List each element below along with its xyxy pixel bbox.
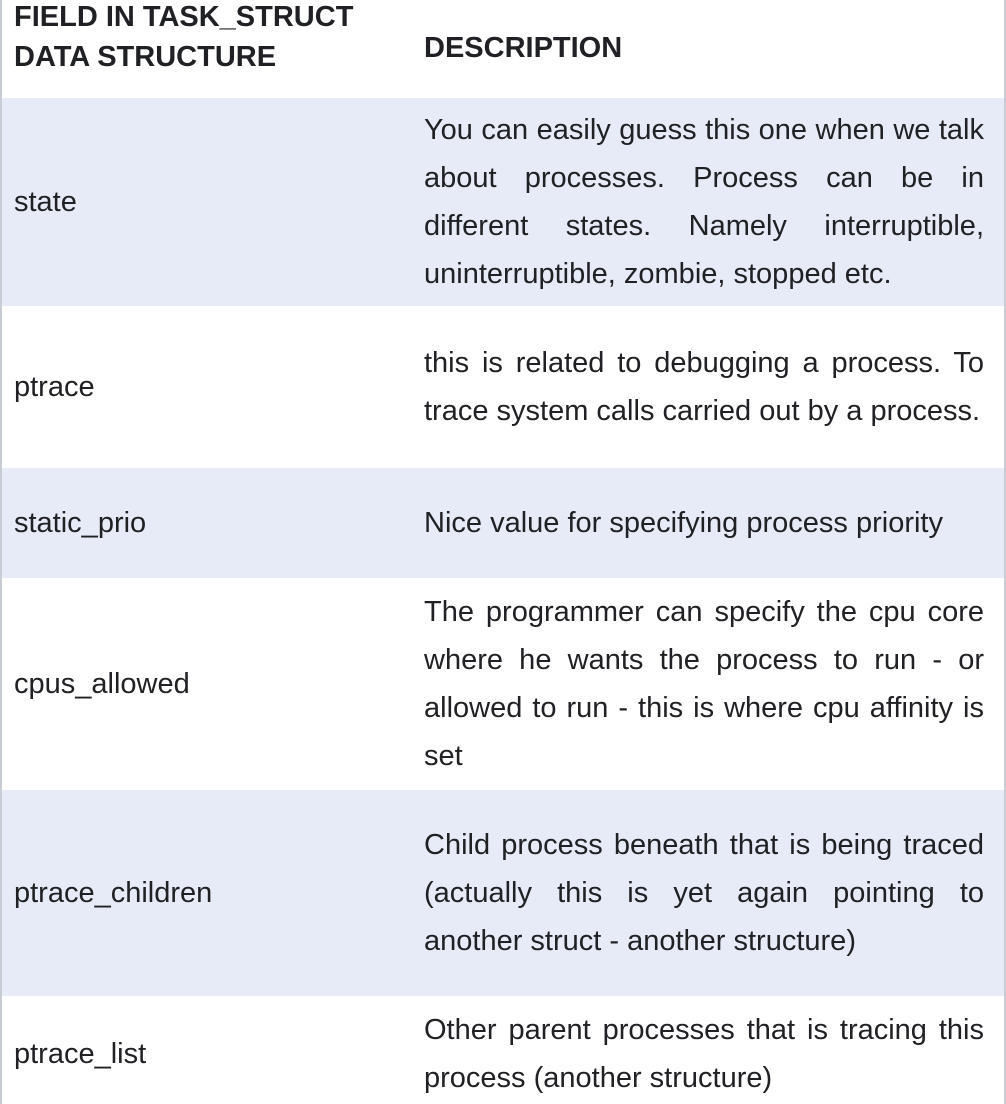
field-cell: ptrace_list <box>2 997 408 1104</box>
field-header-line-1: FIELD IN TASK_STRUCT <box>14 1 354 33</box>
table-row <box>2 467 1004 579</box>
task-struct-fields-table <box>2 0 1004 1104</box>
description-cell: this is related to debugging a process. To trace system calls carried out by a process. <box>408 307 1004 467</box>
table-body <box>2 97 1004 1104</box>
table-row <box>2 97 1004 307</box>
field-cell: static_prio <box>2 467 408 579</box>
table-row <box>2 307 1004 467</box>
header-row <box>2 0 1004 97</box>
description-cell: Child process beneath that is being traced (actually this is yet again pointing to another struct - another structure) <box>408 789 1004 997</box>
field-cell: ptrace_children <box>2 789 408 997</box>
description-cell: You can easily guess this one when we talk about processes. Process can be in different states. Namely interruptible, uninterruptible, zombie, stopped etc. <box>408 97 1004 307</box>
field-cell: cpus_allowed <box>2 579 408 789</box>
field-column-header <box>2 0 408 97</box>
description-cell: The programmer can specify the cpu core where he wants the process to run - or allowed to run - this is where cpu affinity is set <box>408 579 1004 789</box>
description-column-header: DESCRIPTION <box>408 0 1004 97</box>
table-header <box>2 0 1004 97</box>
field-header-line-2: DATA STRUCTURE <box>14 41 277 73</box>
table-row <box>2 579 1004 789</box>
table-row <box>2 997 1004 1104</box>
description-cell: Nice value for specifying process priority <box>408 467 1004 579</box>
field-cell: ptrace <box>2 307 408 467</box>
table-row <box>2 789 1004 997</box>
description-cell: Other parent processes that is tracing this process (another structure) <box>408 997 1004 1104</box>
field-cell: state <box>2 97 408 307</box>
